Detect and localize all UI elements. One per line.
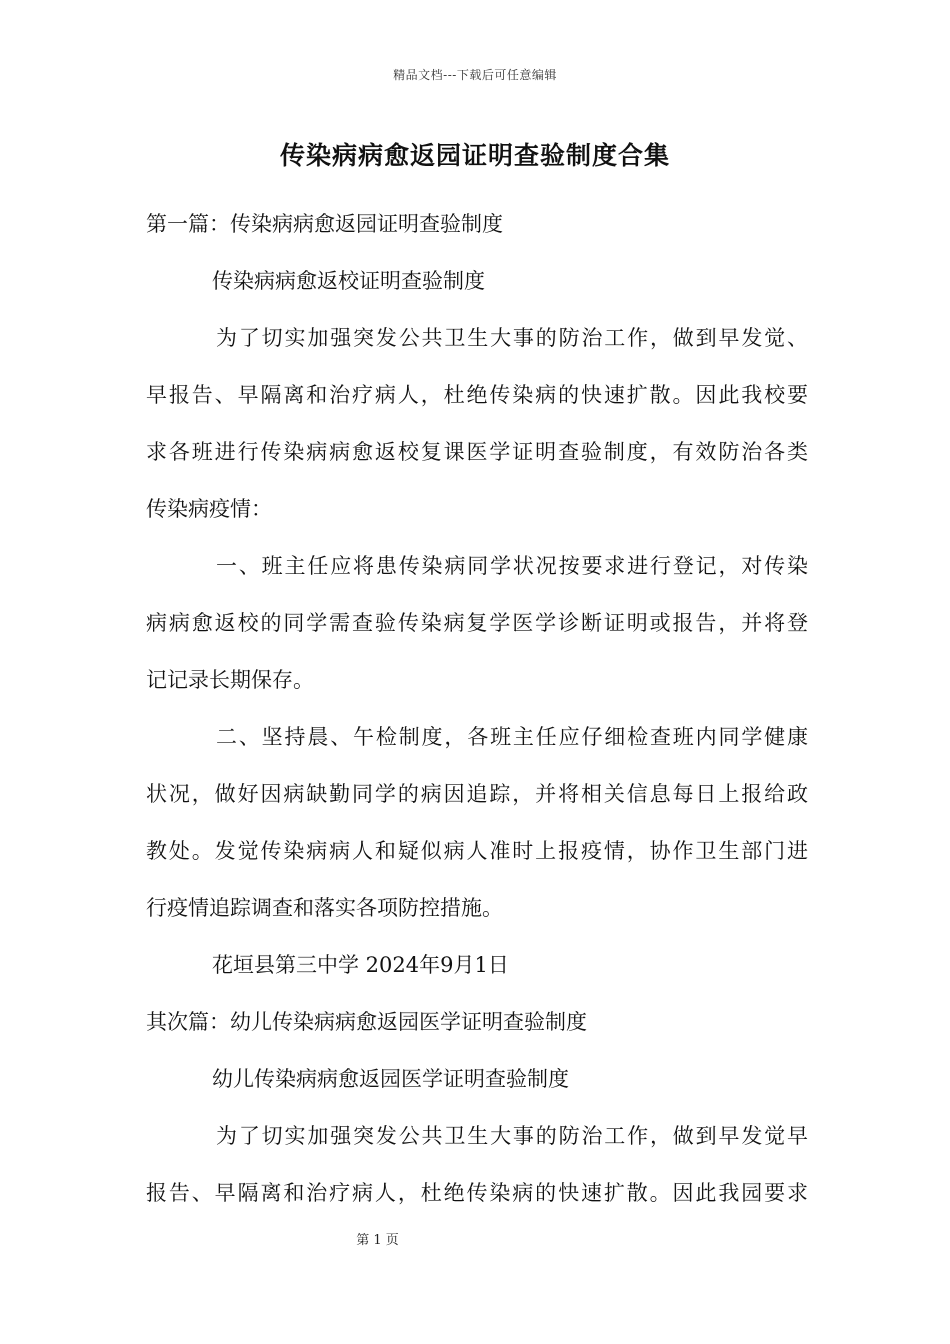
paragraph-line: 记记录长期保存。 [146,668,314,692]
paragraph-line: 早报告、早隔离和治疗病人，杜绝传染病的快速扩散。因此我校要 [146,383,808,407]
header-note: 精品文档---下载后可任意编辑 [393,68,557,82]
paragraph-line: 二、坚持晨、午检制度，各班主任应仔细检查班内同学健康 [216,725,808,749]
paragraph-line: 报告、早隔离和治疗病人，杜绝传染病的快速扩散。因此我园要求 [146,1181,808,1205]
paragraph-line: 为了切实加强突发公共卫生大事的防治工作，做到早发觉、 [216,326,808,350]
paragraph-line: 一、班主任应将患传染病同学状况按要求进行登记，对传染 [216,554,808,578]
document-body [146,196,808,1222]
paragraph-line: 状况，做好因病缺勤同学的病因追踪，并将相关信息每日上报给政 [146,782,808,806]
paragraph-line: 病病愈返校的同学需查验传染病复学医学诊断证明或报告，并将登 [146,611,808,635]
page-number: 第 1 页 [356,1233,399,1248]
subheading-1: 传染病病愈返校证明查验制度 [212,269,485,293]
paragraph-line: 传染病疫情： [146,497,272,521]
paragraph-line: 教处。发觉传染病病人和疑似病人准时上报疫情，协作卫生部门进 [146,839,808,863]
paragraph-line: 为了切实加强突发公共卫生大事的防治工作，做到早发觉早 [216,1124,808,1148]
signature-date-line: 花垣县第三中学 2024年9月1日 [212,953,509,977]
section-heading-1: 第一篇：传染病病愈返园证明查验制度 [146,212,503,236]
document-title: 传染病病愈返园证明查验制度合集 [279,141,670,170]
subheading-2: 幼儿传染病病愈返园医学证明查验制度 [212,1067,569,1091]
paragraph-line: 行疫情追踪调查和落实各项防控措施。 [146,896,503,920]
paragraph-line: 求各班进行传染病病愈返校复课医学证明查验制度，有效防治各类 [146,440,808,464]
section-heading-2: 其次篇：幼儿传染病病愈返园医学证明查验制度 [146,1010,587,1034]
